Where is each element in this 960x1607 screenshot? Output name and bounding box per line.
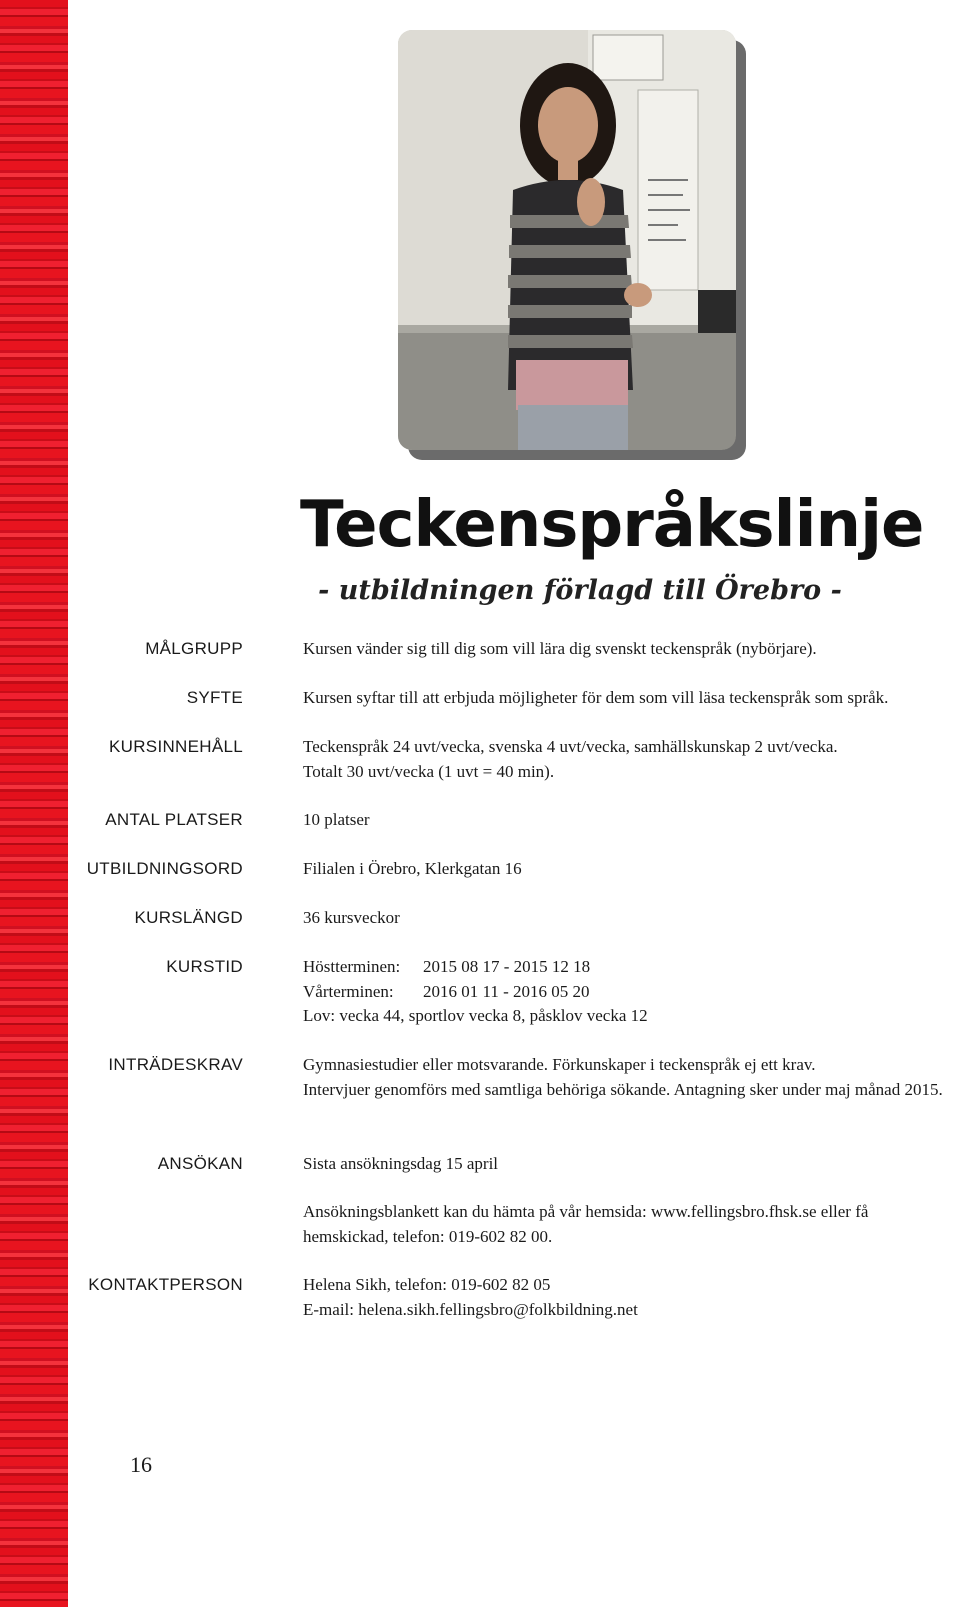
varen-label: Vårterminen: [303,981,394,1001]
value-line: Sista ansökningsdag 15 april [303,1154,499,1173]
hosten-label: Höstterminen: [303,957,401,976]
value-line: 36 kursveckor [303,908,400,927]
photo-frame [398,30,736,450]
page-number: 16 [130,1452,152,1477]
label-antal-platser: ANTAL PLATSER [105,810,243,829]
course-photo [398,30,736,450]
value-line: Filialen i Örebro, Klerkgatan 16 [303,859,522,878]
label-intradeskrav: INTRÄDESKRAV [108,1055,243,1074]
hosten-dates: 2015 08 17 - 2015 12 18 [423,957,591,976]
value-line: Teckenspråk 24 uvt/vecka, svenska 4 uvt/vecka, samhällskunskap 2 uvt/vecka. [303,737,838,756]
varen-dates: 2016 01 11 - 2016 05 20 [423,981,590,1001]
value-utbildningsord [303,857,953,882]
kurstid-hosten [303,955,953,980]
value-line: Helena Sikh, telefon: 019-602 82 05 [303,1275,551,1294]
value-line: 10 platser [303,810,370,829]
value-line: Gymnasiestudier eller motsvarande. Förkunskaper i teckenspråk ej ett krav. [303,1055,816,1074]
value-line: Totalt 30 uvt/vecka (1 uvt = 40 min). [303,761,555,781]
value-line: Intervjuer genomförs med samtliga behöriga sökande. Antagning sker under maj månad 2015. [303,1079,943,1099]
value-kurstid [303,955,953,1029]
page-title: Teckenspråkslinje [300,488,924,562]
value-ansokan-extra [303,1200,933,1249]
kurstid-varen [303,980,953,1005]
label-malgrupp: MÅLGRUPP [145,639,243,658]
label-kurstid: KURSTID [166,957,243,976]
label-kursinnehall: KURSINNEHÅLL [109,737,243,756]
value-ansokan [303,1152,953,1177]
value-malgrupp [303,637,953,662]
label-syfte: SYFTE [186,688,243,707]
value-line: E-mail: helena.sikh.fellingsbro@folkbildning.net [303,1299,638,1319]
label-kurslangd: KURSLÄNGD [134,908,243,927]
page-subtitle: - utbildningen förlagd till Örebro - [318,575,842,606]
kurstid-lov: Lov: vecka 44, sportlov vecka 8, påsklov vecka 12 [303,1006,648,1026]
value-line: Kursen vänder sig till dig som vill lära dig svenskt teckenspråk (nybörjare). [303,639,817,658]
value-kursinnehall [303,735,953,784]
label-ansokan: ANSÖKAN [157,1154,243,1173]
value-line: Ansökningsblankett kan du hämta på vår hemsida: www.fellingsbro.fhsk.se eller få hemskickad, telefon: 019-602 82 00. [303,1202,869,1246]
value-antal-platser [303,808,953,833]
value-kontaktperson [303,1273,953,1322]
value-syfte [303,686,953,711]
label-kontaktperson: KONTAKTPERSON [88,1275,243,1294]
label-utbildningsord: UTBILDNINGSORD [86,859,243,878]
value-kurslangd [303,906,953,931]
student-signing-photo [398,30,736,450]
red-decorative-stripe [0,0,68,1607]
value-intradeskrav [303,1053,953,1102]
value-line: Kursen syftar till att erbjuda möjligheter för dem som vill läsa teckenspråk som språk. [303,688,889,707]
